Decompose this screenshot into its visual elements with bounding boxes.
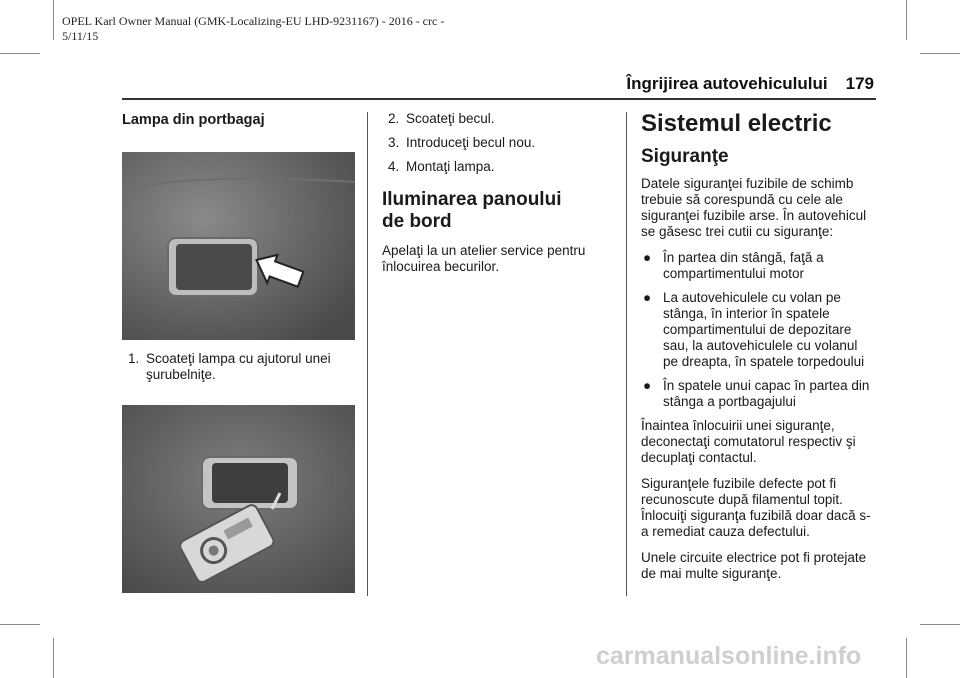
- section-title: Îngrijirea autovehiculului: [626, 74, 828, 93]
- trunk-lamp-illustration: [122, 152, 355, 340]
- step-number: 2.: [388, 111, 400, 126]
- meta-line-1: OPEL Karl Owner Manual (GMK-Localizing-EU LHD-9231167) - 2016 - crc -: [62, 14, 445, 28]
- defective-fuse-paragraph: Siguranţele fuzibile defecte pot fi recunoscute după filamentul topit. Înlocuiţi siguranţa fuzibilă doar dacă s-a remediat cauza defectului.: [641, 476, 871, 539]
- crop-mark: [0, 624, 40, 625]
- bullet-item: [641, 250, 876, 282]
- step-text: Montaţi lampa.: [406, 159, 495, 174]
- crop-mark: [920, 624, 960, 625]
- step-number: 4.: [388, 159, 400, 174]
- section-heading-trunk-lamp: Lampa din portbagaj: [122, 112, 265, 128]
- fuse-replacement-paragraph: Înaintea înlocuirii unei siguranţe, deconectaţi comutatorul respectiv şi decuplaţi contactul.: [641, 418, 856, 465]
- column-divider: [367, 112, 368, 596]
- step-item: [122, 351, 355, 383]
- step-text: Introduceţi becul nou.: [406, 135, 536, 150]
- column-divider: [626, 112, 627, 596]
- bullet-text: În partea din stângă, faţă a compartimentului motor: [663, 250, 824, 281]
- fuse-box-list: [641, 250, 876, 410]
- step-number: 1.: [128, 351, 140, 366]
- step-item: [382, 159, 602, 175]
- fuses-intro: Datele siguranţei fuzibile de schimb trebuie să corespundă cu cele ale siguranţei fuzibile arse. În autovehicul se găsesc trei cutii cu siguranţe:: [641, 176, 867, 239]
- column-middle: [382, 110, 602, 285]
- meta-line-2: 5/11/15: [62, 29, 99, 43]
- step-text: Scoateţi becul.: [406, 111, 495, 126]
- page-number: 179: [845, 74, 874, 93]
- crop-mark: [0, 53, 40, 54]
- crop-mark: [53, 638, 54, 678]
- trunk-lamp-image: [122, 152, 355, 340]
- bullet-symbol: ●: [643, 290, 652, 305]
- section-heading-fuses: Siguranţe: [641, 146, 729, 167]
- crop-mark: [920, 53, 960, 54]
- dashboard-lighting-body: Apelaţi la un atelier service pentru înlocuirea becurilor.: [382, 243, 586, 274]
- bullet-symbol: ●: [643, 378, 652, 393]
- column-left: [122, 110, 355, 593]
- step-item: [382, 135, 602, 151]
- header-rule: [122, 98, 876, 100]
- chapter-title: Sistemul electric: [641, 110, 832, 137]
- bullet-text: În spatele unui capac în partea din stânga a portbagajului: [663, 378, 870, 409]
- document-meta: [62, 14, 444, 44]
- step-text: Scoateţi lampa cu ajutorul unei şurubelniţe.: [146, 351, 331, 382]
- step-list: [122, 351, 355, 383]
- step-list: [382, 111, 602, 175]
- watermark: carmanualsonline.info: [596, 642, 862, 670]
- bullet-text: La autovehiculele cu volan pe stânga, în interior în spatele compartimentului de depozitare sau, la autovehiculele cu volanul pe dreapta, în spatele torpedoului: [663, 290, 865, 369]
- bullet-symbol: ●: [643, 250, 652, 265]
- step-item: [382, 111, 602, 127]
- bullet-item: [641, 290, 876, 370]
- lamp-removed-image: [122, 405, 355, 593]
- bullet-item: [641, 378, 876, 410]
- crop-mark: [906, 638, 907, 678]
- lamp-removed-illustration: [122, 405, 355, 593]
- multiple-fuses-paragraph: Unele circuite electrice pot fi protejate de mai multe siguranţe.: [641, 550, 867, 581]
- crop-mark: [906, 0, 907, 40]
- section-heading-dashboard-lighting: Iluminarea panoului de bord: [382, 189, 562, 232]
- column-right: [641, 110, 876, 592]
- step-number: 3.: [388, 135, 400, 150]
- crop-mark: [53, 0, 54, 40]
- running-header: [600, 74, 874, 94]
